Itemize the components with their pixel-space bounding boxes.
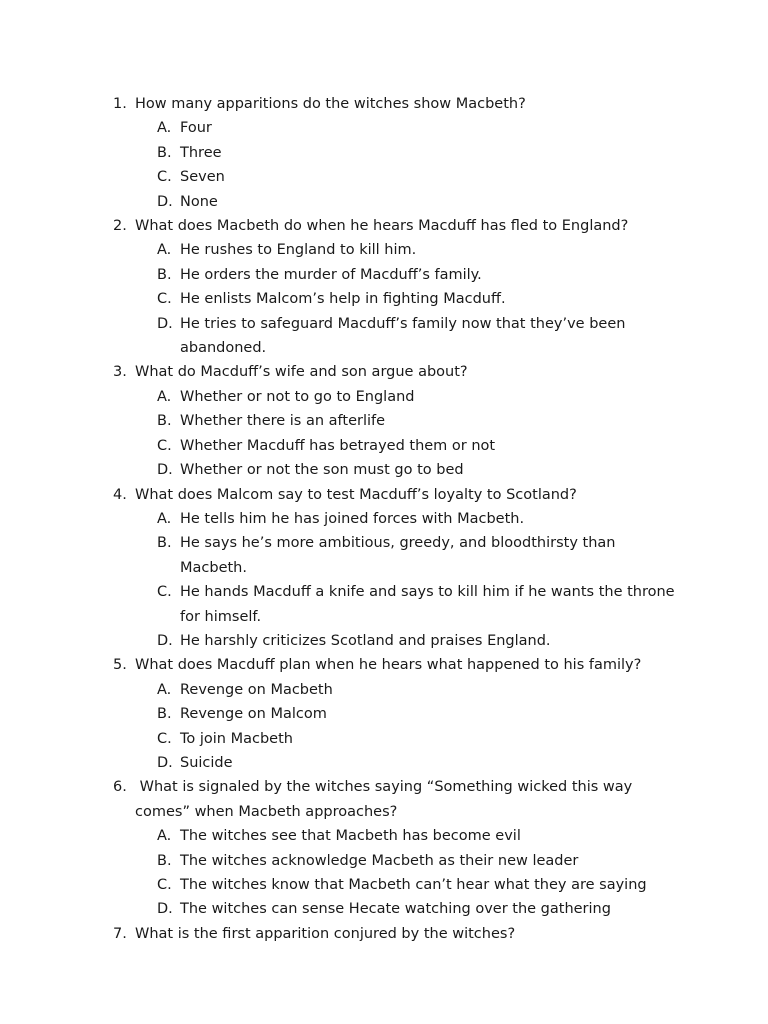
question-number: 4.: [113, 486, 127, 503]
option-letter: C.: [157, 437, 172, 454]
question-1: [0, 92, 768, 116]
option-text: Revenge on Macbeth: [180, 681, 333, 698]
option-text: The witches see that Macbeth has become evil: [180, 828, 521, 845]
option-letter: A.: [157, 510, 172, 527]
option-text: The witches know that Macbeth can’t hear what they are saying: [180, 877, 647, 893]
option-text: Suicide: [180, 754, 233, 771]
question-3: [0, 360, 768, 384]
option-text: He says he’s more ambitious, greedy, and bloodthirsty than Macbeth.: [180, 535, 616, 576]
option-text: Whether or not the son must go to bed: [180, 462, 464, 479]
option-letter: C.: [157, 877, 172, 893]
question-text: What is the first apparition conjured by the witches?: [135, 925, 516, 942]
option-text: Whether or not to go to England: [180, 388, 415, 405]
option-letter: A.: [157, 388, 172, 405]
option-text: Revenge on Malcom: [180, 706, 327, 723]
question-number: 5.: [113, 657, 127, 674]
answer-option: [0, 263, 768, 287]
option-letter: D.: [157, 462, 173, 479]
answer-option: [0, 678, 768, 702]
answer-option: [0, 312, 768, 361]
answer-option: [0, 629, 768, 653]
question-text: How many apparitions do the witches show Macbeth?: [135, 96, 526, 112]
answer-option: [0, 141, 768, 165]
answer-option: [0, 580, 768, 629]
option-text: He rushes to England to kill him.: [180, 242, 417, 259]
option-text: Three: [180, 144, 222, 161]
option-text: He tells him he has joined forces with Macbeth.: [180, 510, 525, 527]
question-number: 7.: [113, 925, 127, 942]
answer-option: [0, 116, 768, 140]
answer-option: [0, 751, 768, 775]
question-7: [0, 922, 768, 946]
answer-option: [0, 897, 768, 921]
question-number: 6.: [113, 779, 127, 796]
option-letter: B.: [157, 266, 172, 283]
question-4: [0, 483, 768, 507]
option-letter: D.: [157, 754, 173, 771]
option-letter: B.: [157, 413, 172, 430]
question-5: [0, 653, 768, 677]
question-number: 1.: [113, 96, 127, 112]
option-text: He harshly criticizes Scotland and praises England.: [180, 632, 551, 649]
option-letter: A.: [157, 828, 172, 845]
answer-option: [0, 238, 768, 262]
question-text: What is signaled by the witches saying “Something wicked this way comes” when Macbeth approaches?: [135, 779, 637, 820]
option-letter: B.: [157, 706, 172, 723]
option-letter: D.: [157, 632, 173, 649]
option-letter: A.: [157, 242, 172, 259]
question-number: 3.: [113, 364, 127, 381]
question-2: [0, 214, 768, 238]
answer-option: [0, 824, 768, 848]
answer-option: [0, 702, 768, 726]
answer-option: [0, 507, 768, 531]
answer-option: [0, 531, 768, 580]
question-text: What do Macduff’s wife and son argue about?: [135, 364, 468, 381]
option-letter: C.: [157, 291, 172, 308]
answer-option: [0, 849, 768, 873]
option-letter: B.: [157, 144, 172, 161]
option-letter: C.: [157, 584, 172, 601]
quiz-page: [0, 92, 768, 946]
option-letter: C.: [157, 169, 172, 186]
answer-option: [0, 287, 768, 311]
question-text: What does Malcom say to test Macduff’s loyalty to Scotland?: [135, 486, 577, 503]
option-text: He hands Macduff a knife and says to kill him if he wants the throne for himself.: [180, 584, 675, 625]
option-text: Seven: [180, 169, 225, 186]
question-number: 2.: [113, 218, 127, 235]
option-text: He orders the murder of Macduff’s family.: [180, 266, 482, 283]
option-text: Whether Macduff has betrayed them or not: [180, 437, 496, 454]
answer-option: [0, 165, 768, 189]
answer-option: [0, 727, 768, 751]
option-text: He tries to safeguard Macduff’s family now that they’ve been abandoned.: [180, 315, 626, 357]
option-text: Whether there is an afterlife: [180, 413, 386, 430]
answer-option: [0, 458, 768, 482]
option-letter: B.: [157, 852, 172, 869]
option-text: To join Macbeth: [180, 730, 293, 747]
option-text: He enlists Malcom’s help in fighting Macduff.: [180, 291, 506, 308]
option-text: Four: [180, 120, 212, 137]
question-6: [0, 775, 768, 824]
option-letter: D.: [157, 193, 173, 210]
answer-option: [0, 190, 768, 214]
option-letter: A.: [157, 120, 172, 137]
option-letter: D.: [157, 901, 173, 918]
answer-option: [0, 409, 768, 433]
question-text: What does Macbeth do when he hears Macduff has fled to England?: [135, 218, 629, 235]
option-text: None: [180, 193, 218, 210]
option-letter: B.: [157, 535, 172, 552]
option-letter: C.: [157, 730, 172, 747]
option-text: The witches acknowledge Macbeth as their new leader: [180, 852, 579, 869]
option-text: The witches can sense Hecate watching over the gathering: [180, 901, 611, 918]
answer-option: [0, 434, 768, 458]
question-text: What does Macduff plan when he hears what happened to his family?: [135, 657, 642, 674]
answer-option: [0, 873, 768, 897]
option-letter: D.: [157, 315, 173, 332]
option-letter: A.: [157, 681, 172, 698]
answer-option: [0, 385, 768, 409]
